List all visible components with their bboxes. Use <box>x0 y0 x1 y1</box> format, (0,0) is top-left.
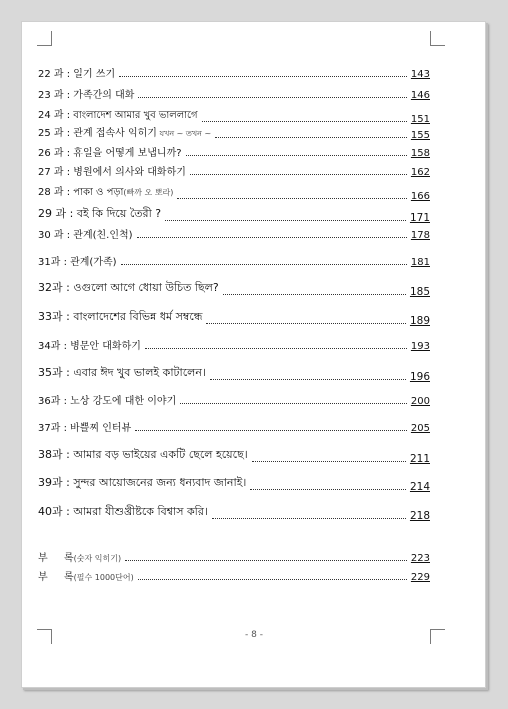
toc-entry-title: 29 과 : বই কি দিয়ে তৈরী ? <box>38 207 162 220</box>
toc-leader <box>215 137 407 138</box>
toc-entry-title: 32과 : ওগুলো আগে ধোয়া উচিত ছিল? <box>38 281 219 294</box>
toc-leader <box>177 198 407 199</box>
toc-entry <box>38 106 430 125</box>
toc-entry <box>38 144 430 159</box>
crop-mark-top-right <box>430 31 445 46</box>
toc-page-number: 218 <box>409 510 430 522</box>
toc-leader <box>180 403 407 404</box>
toc-page-number: 151 <box>410 114 430 125</box>
toc-page-number: 178 <box>410 230 430 241</box>
toc-page-number: 185 <box>409 286 430 298</box>
toc-entry-title: 24 과 : বাংলাদেশ আমার খুব ভাললাগে <box>38 110 198 121</box>
toc-page-number: 211 <box>409 453 430 465</box>
toc-entry-title: 36과 : 노상 강도에 대한 이야기 <box>38 396 177 407</box>
toc-leader <box>250 489 406 490</box>
toc-entry-title: 35과 : এবার ঈদ খুব ভালই কাটালেন। <box>38 366 206 379</box>
toc-leader <box>212 518 406 519</box>
toc-entry <box>38 279 430 298</box>
toc-leader <box>137 237 407 238</box>
toc-entry <box>38 446 430 465</box>
appendix-entry <box>38 568 430 583</box>
toc-entry <box>38 392 430 407</box>
toc-leader <box>252 461 406 462</box>
toc-entry-title: 34과 : 병문안 대화하기 <box>38 341 141 352</box>
toc-page-number: 193 <box>410 341 430 352</box>
toc-entry-title: 23 과 : 가족간의 대화 <box>38 90 135 101</box>
toc-leader <box>202 121 407 122</box>
toc-entry-title: 25 과 : 관계 접속사 익히기 যখন ~ তখন ~ <box>38 128 212 139</box>
toc-page-number: 162 <box>410 167 430 178</box>
toc-page-number: 223 <box>410 553 430 564</box>
toc-leader <box>186 155 407 156</box>
appendix-entry-title: 부 록(필수 1000단어) <box>38 572 134 583</box>
toc-leader <box>138 97 406 98</box>
crop-mark-top-left <box>37 31 52 46</box>
toc-entry <box>38 205 430 224</box>
appendix-entry <box>38 549 430 564</box>
toc-page-number: 200 <box>410 396 430 407</box>
toc-entry-title: 28 과 : পাকা ও পড়া(빠까 오 뽀라) <box>38 187 174 198</box>
toc-entry <box>38 337 430 352</box>
toc-entry <box>38 124 430 141</box>
toc-entry <box>38 308 430 327</box>
toc-entry-title: 33과 : বাংলাদেশের বিভিন্ন ধর্ম সম্বন্ধে <box>38 310 203 323</box>
toc-entry <box>38 163 430 178</box>
toc-page-number: 229 <box>410 572 430 583</box>
toc-entry-title: 30 과 : 관계(친.인척) <box>38 230 133 241</box>
toc-entry <box>38 65 430 80</box>
toc-leader <box>135 430 407 431</box>
toc-entry <box>38 419 430 434</box>
page-number-footer: - 8 - <box>245 630 263 640</box>
toc-entry <box>38 226 430 241</box>
toc-entry <box>38 503 430 522</box>
toc-entry-title: 38과 : আমার বড় ভাইয়ের একটি ছেলে হয়েছে। <box>38 448 248 461</box>
toc-leader <box>223 294 406 295</box>
appendix-entry-title: 부 록(숫자 익히기) <box>38 553 122 564</box>
toc-page-number: 214 <box>409 481 430 493</box>
toc-page-number: 158 <box>410 148 430 159</box>
toc-entry-title: 39과 : সুন্দর আয়োজনের জন্য ধন্যবাদ জানাই। <box>38 476 247 489</box>
toc-page-number: 166 <box>410 191 430 202</box>
toc-page-number: 143 <box>410 69 430 80</box>
toc-entry-title: 31과 : 관계(가족) <box>38 257 117 268</box>
toc-leader <box>119 76 407 77</box>
toc-page-number: 196 <box>409 371 430 383</box>
toc-page-number: 146 <box>410 90 430 101</box>
toc-entry-title: 27 과 : 병원에서 의사와 대화하기 <box>38 167 186 178</box>
toc-entry <box>38 183 430 202</box>
toc-leader <box>145 348 407 349</box>
toc-entry-title: 22 과 : 일기 쓰기 <box>38 69 116 80</box>
toc-entry <box>38 253 430 268</box>
toc-entry-title: 26 과 : 휴일을 어떻게 보냅니까? <box>38 148 182 159</box>
toc-leader <box>165 220 406 221</box>
toc-entry <box>38 86 430 101</box>
toc-leader <box>206 323 405 324</box>
toc-leader <box>138 579 407 580</box>
toc-leader <box>190 174 407 175</box>
toc-page-number: 189 <box>409 315 430 327</box>
toc-leader <box>125 560 407 561</box>
toc-page-number: 205 <box>410 423 430 434</box>
toc-page-number: 171 <box>409 212 430 224</box>
toc-leader <box>121 264 407 265</box>
toc-page-number: 155 <box>410 130 430 141</box>
toc-entry-title: 40과 : আমরা যীশুখ্রীষ্টকে বিশ্বাস করি। <box>38 505 208 518</box>
toc-entry <box>38 364 430 383</box>
toc-entry-title: 37과 : 바쁠찌 인터뷰 <box>38 423 132 434</box>
toc-entry <box>38 474 430 493</box>
toc-page-number: 181 <box>410 257 430 268</box>
toc-leader <box>210 379 406 380</box>
